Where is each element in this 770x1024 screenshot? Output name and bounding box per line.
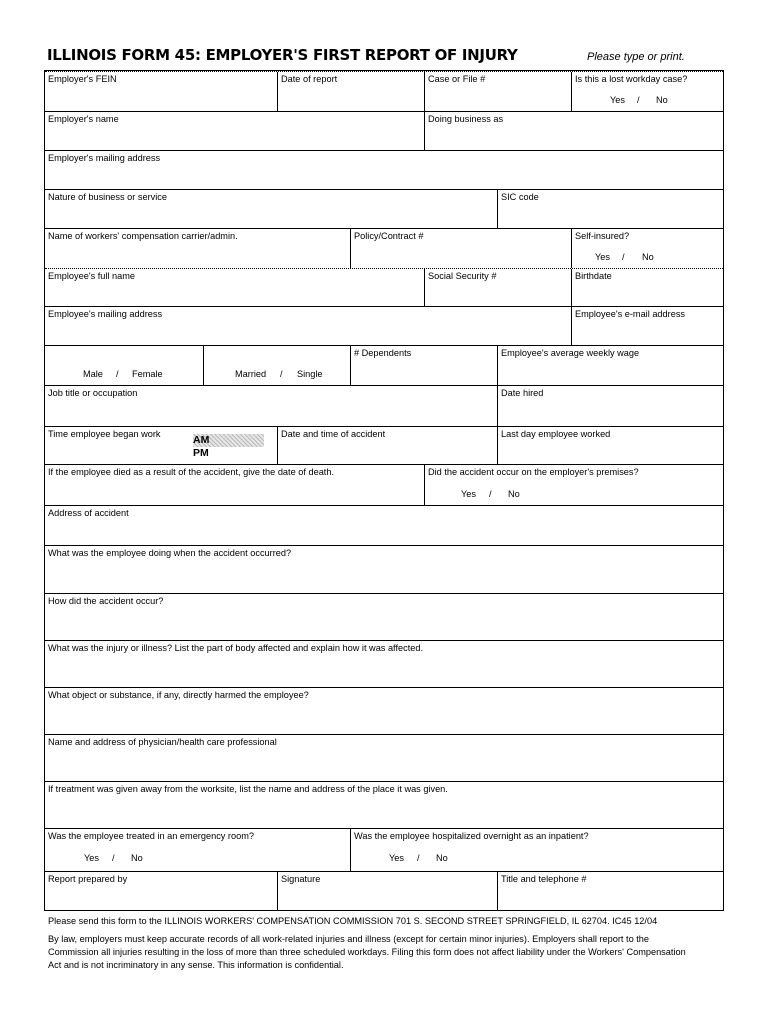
employer-mailing-address-label: Employer's mailing address — [48, 153, 161, 163]
dependents-label: # Dependents — [354, 348, 412, 358]
signature-label: Signature — [281, 874, 321, 884]
form-row-employer-name — [45, 111, 723, 150]
form-row-er-hospital — [45, 828, 723, 871]
employee-mailing-address-field[interactable] — [45, 307, 571, 345]
object-substance-field[interactable] — [45, 688, 723, 734]
sic-code-label: SIC code — [501, 192, 539, 202]
date-of-report-label: Date of report — [281, 74, 338, 84]
self-insured-no-option[interactable]: No — [642, 252, 654, 262]
injury-report-form — [44, 70, 724, 911]
on-premises-no-option[interactable]: No — [508, 489, 520, 499]
er-no-option[interactable]: No — [131, 853, 143, 863]
hospitalized-no-option[interactable]: No — [436, 853, 448, 863]
employee-doing-label: What was the employee doing when the accident occurred? — [48, 548, 292, 558]
how-occurred-label: How did the accident occur? — [48, 596, 164, 606]
case-or-file-field[interactable] — [424, 72, 571, 111]
self-insured-label: Self-insured? — [575, 231, 630, 241]
form-row-employee-name — [45, 268, 723, 306]
birthdate-label: Birthdate — [575, 271, 612, 281]
how-occurred-field[interactable] — [45, 594, 723, 640]
lost-workday-field — [571, 72, 723, 111]
form-row-business — [45, 189, 723, 228]
form-row-injury — [45, 640, 723, 687]
type-or-print-note: Please type or print. — [587, 51, 685, 63]
employer-name-field[interactable] — [45, 112, 424, 150]
job-title-field[interactable] — [45, 386, 497, 426]
option-separator: / — [116, 369, 119, 379]
nature-of-business-label: Nature of business or service — [48, 192, 167, 202]
option-separator: / — [280, 369, 283, 379]
form-title: ILLINOIS FORM 45: EMPLOYER'S FIRST REPORT OF INJURY — [47, 46, 518, 64]
form-row-death-premises — [45, 464, 723, 505]
physician-label: Name and address of physician/health care professional — [48, 737, 277, 747]
am-pm-selector — [193, 434, 264, 460]
injury-illness-label: What was the injury or illness? List the part of body affected and explain how it was affected. — [48, 643, 424, 653]
gender-field — [45, 346, 203, 385]
single-option[interactable]: Single — [297, 369, 323, 379]
form-row-employee-address — [45, 306, 723, 345]
on-premises-field — [424, 465, 723, 505]
sic-code-field[interactable] — [497, 190, 723, 228]
doing-business-as-label: Doing business as — [428, 114, 504, 124]
marital-status-field — [203, 346, 350, 385]
employer-fein-field[interactable] — [45, 72, 277, 111]
injury-illness-field[interactable] — [45, 641, 723, 687]
signature-field[interactable] — [277, 872, 497, 910]
treatment-away-label: If treatment was given away from the worksite, list the name and address of the place it was given. — [48, 784, 448, 794]
doing-business-as-field[interactable] — [424, 112, 723, 150]
form-row-employee-doing — [45, 545, 723, 593]
date-hired-field[interactable] — [497, 386, 723, 426]
lost-workday-yes-option[interactable]: Yes — [610, 95, 625, 105]
treatment-away-field[interactable] — [45, 782, 723, 828]
lost-workday-no-option[interactable]: No — [656, 95, 668, 105]
employee-mailing-address-label: Employee's mailing address — [48, 309, 163, 319]
send-to-instructions: Please send this form to the ILLINOIS WORKERS' COMPENSATION COMMISSION 701 S. SECOND STREET SPRINGFIELD, IL 62704. IC45 12/04 — [48, 916, 658, 926]
lost-workday-label: Is this a lost workday case? — [575, 74, 688, 84]
date-of-death-label: If the employee died as a result of the accident, give the date of death. — [48, 467, 335, 477]
option-separator: / — [112, 853, 115, 863]
dependents-field[interactable] — [350, 346, 497, 385]
form-row-identifiers — [45, 71, 723, 111]
report-prepared-by-field[interactable] — [45, 872, 277, 910]
employee-email-field[interactable] — [571, 307, 723, 345]
carrier-name-field[interactable] — [45, 229, 350, 268]
date-time-accident-label: Date and time of accident — [281, 429, 386, 439]
form-row-treatment — [45, 781, 723, 828]
married-option[interactable]: Married — [235, 369, 267, 379]
last-day-worked-field[interactable] — [497, 427, 723, 464]
employee-doing-field[interactable] — [45, 546, 723, 593]
date-hired-label: Date hired — [501, 388, 544, 398]
self-insured-yes-option[interactable]: Yes — [595, 252, 610, 262]
form-row-physician — [45, 734, 723, 781]
option-separator: / — [637, 95, 640, 105]
employer-name-label: Employer's name — [48, 114, 119, 124]
title-telephone-field[interactable] — [497, 872, 723, 910]
job-title-label: Job title or occupation — [48, 388, 138, 398]
er-yes-option[interactable]: Yes — [84, 853, 99, 863]
employer-mailing-address-field[interactable] — [45, 151, 723, 189]
last-day-worked-label: Last day employee worked — [501, 429, 611, 439]
carrier-name-label: Name of workers' compensation carrier/admin. — [48, 231, 238, 241]
form-row-demographics — [45, 345, 723, 385]
emergency-room-field — [45, 829, 350, 871]
nature-of-business-field[interactable] — [45, 190, 497, 228]
case-or-file-label: Case or File # — [428, 74, 486, 84]
employee-full-name-field[interactable] — [45, 269, 424, 306]
option-separator: / — [489, 489, 492, 499]
birthdate-field[interactable] — [571, 269, 723, 306]
physician-field[interactable] — [45, 735, 723, 781]
form-row-times — [45, 426, 723, 464]
female-option[interactable]: Female — [132, 369, 163, 379]
avg-weekly-wage-label: Employee's average weekly wage — [501, 348, 640, 358]
policy-contract-label: Policy/Contract # — [354, 231, 424, 241]
policy-contract-field[interactable] — [350, 229, 571, 268]
form-row-job — [45, 385, 723, 426]
date-of-report-field[interactable] — [277, 72, 424, 111]
self-insured-field — [571, 229, 723, 268]
hospitalized-field — [350, 829, 723, 871]
social-security-field[interactable] — [424, 269, 571, 306]
emergency-room-label: Was the employee treated in an emergency room? — [48, 831, 254, 841]
form-row-accident-address — [45, 505, 723, 545]
employer-fein-label: Employer's FEIN — [48, 74, 117, 84]
hospitalized-yes-option[interactable]: Yes — [389, 853, 404, 863]
form-row-carrier — [45, 228, 723, 268]
title-telephone-label: Title and telephone # — [501, 874, 587, 884]
option-separator: / — [417, 853, 420, 863]
report-prepared-by-label: Report prepared by — [48, 874, 128, 884]
address-of-accident-field[interactable] — [45, 506, 723, 545]
time-began-work-label: Time employee began work — [48, 429, 161, 439]
am-option[interactable]: AM — [193, 434, 264, 447]
form-row-object — [45, 687, 723, 734]
date-time-accident-field[interactable] — [277, 427, 497, 464]
legal-notice: By law, employers must keep accurate records of all work-related injuries and illness (except for certain minor injuries). Employers shall report to the Commission all injuries resulting in the loss of more than three scheduled workdays. Filing this form does not affect liability under the Workers' Compensation Act and is not incriminatory in any sense. This information is confidential. — [48, 934, 686, 970]
avg-weekly-wage-field[interactable] — [497, 346, 723, 385]
object-substance-label: What object or substance, if any, directly harmed the employee? — [48, 690, 309, 700]
time-began-work-field[interactable] — [45, 427, 277, 464]
form-row-employer-address — [45, 150, 723, 189]
male-option[interactable]: Male — [83, 369, 103, 379]
option-separator: / — [622, 252, 625, 262]
on-premises-label: Did the accident occur on the employer's premises? — [428, 467, 639, 477]
address-of-accident-label: Address of accident — [48, 508, 129, 518]
form-row-how-occurred — [45, 593, 723, 640]
on-premises-yes-option[interactable]: Yes — [461, 489, 476, 499]
employee-full-name-label: Employee's full name — [48, 271, 136, 281]
hospitalized-label: Was the employee hospitalized overnight as an inpatient? — [354, 831, 589, 841]
form-row-prepared — [45, 871, 723, 910]
pm-option[interactable]: PM — [193, 447, 209, 459]
employee-email-label: Employee's e-mail address — [575, 309, 686, 319]
date-of-death-field[interactable] — [45, 465, 424, 505]
social-security-label: Social Security # — [428, 271, 497, 281]
